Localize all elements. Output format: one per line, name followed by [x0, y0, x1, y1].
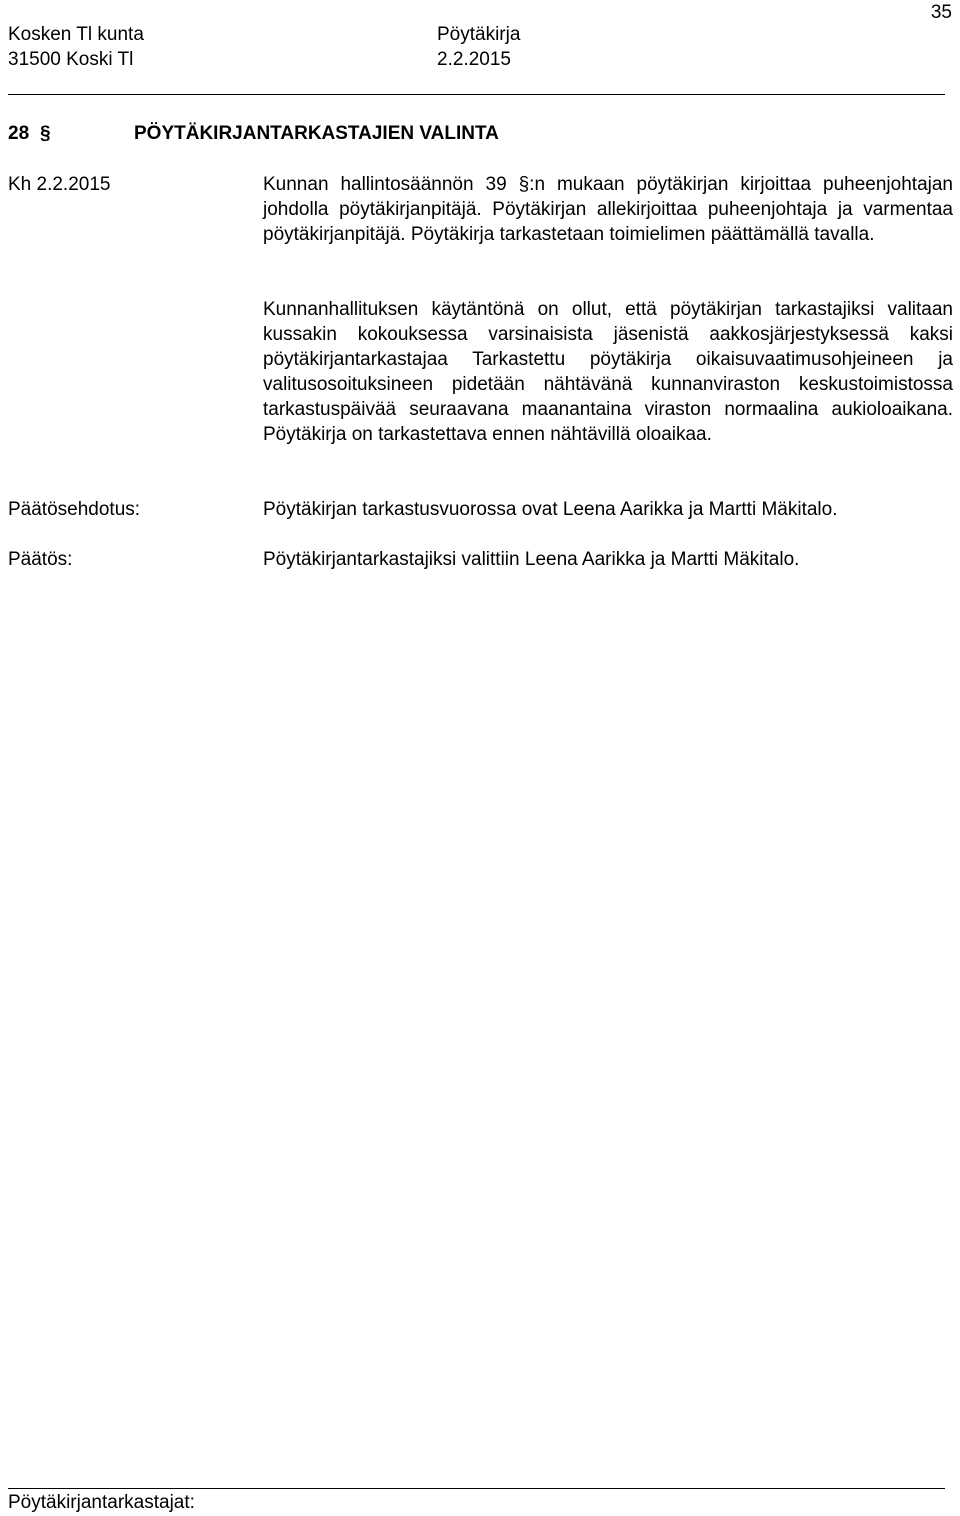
board-date-label: Kh 2.2.2015: [8, 174, 111, 195]
proposal-label: Päätösehdotus:: [8, 499, 141, 520]
document-type: Pöytäkirja: [437, 24, 521, 45]
paragraph-practice: Kunnanhallituksen käytäntönä on ollut, että pöytäkirjan tarkastajiksi valitaan kussakin kokouksessa varsinaisista jäsenistä aakkosjärjestyksessä kaksi pöytäkirjantarkastajaa Tarkastettu pöytäkirja oikaisuvaatimusohjeineen ja valitusosoituksineen pidetään nähtävänä kunnanviraston keskustoimistossa tarkastuspäivää seuraavana maanantaina viraston normaalina aukioloaikana. Pöytäkirja on tarkastettava ennen nähtävillä oloaikaa.: [263, 299, 953, 445]
section-number: 28: [8, 123, 30, 144]
page-number: 35: [930, 2, 952, 23]
document-date: 2.2.2015: [437, 49, 511, 70]
proposal-text: Pöytäkirjan tarkastusvuorossa ovat Leena Aarikka ja Martti Mäkitalo.: [263, 499, 838, 520]
inspectors-label: Pöytäkirjantarkastajat:: [8, 1492, 195, 1513]
decision-label: Päätös:: [8, 549, 73, 570]
organization-name: Kosken Tl kunta: [8, 24, 144, 45]
organization-address: 31500 Koski Tl: [8, 49, 134, 70]
header-divider: [8, 94, 945, 95]
decision-text: Pöytäkirjantarkastajiksi valittiin Leena Aarikka ja Martti Mäkitalo.: [263, 549, 800, 570]
section-title: PÖYTÄKIRJANTARKASTAJIEN VALINTA: [134, 123, 499, 144]
paragraph-rules: Kunnan hallintosäännön 39 §:n mukaan pöytäkirjan kirjoittaa puheenjohtajan johdolla pöytäkirjanpitäjä. Pöytäkirjan allekirjoittaa puheenjohtaja ja varmentaa pöytäkirjanpitäjä. Pöytäkirja tarkastetaan toimielimen päättämällä tavalla.: [263, 174, 953, 245]
footer-divider: [8, 1488, 945, 1489]
section-sign: §: [40, 123, 51, 144]
